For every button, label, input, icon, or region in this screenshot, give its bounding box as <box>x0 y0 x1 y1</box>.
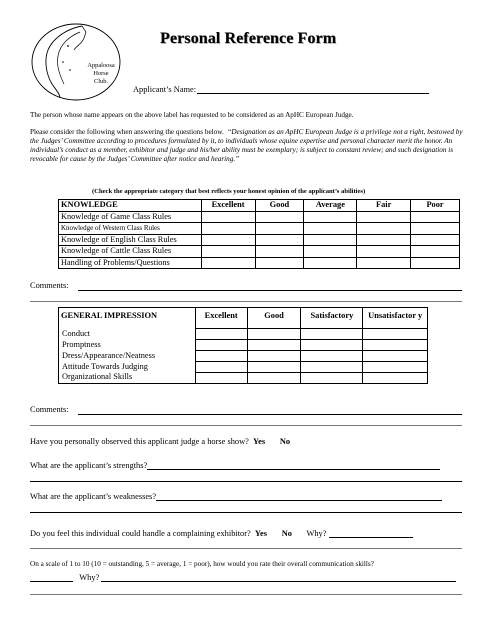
why-field[interactable] <box>101 573 456 582</box>
col-good: Good <box>247 308 301 329</box>
instructions-plain: Please consider the following when answering the questions below. <box>30 128 224 136</box>
row-label: Knowledge of Western Class Rules <box>59 223 202 235</box>
question-scale: On a scale of 1 to 10 (10 = outstanding, 5 = average, 1 = poor), how would you rate their overall communication skills? <box>30 560 374 568</box>
rating-field[interactable] <box>30 573 73 582</box>
rating-cell[interactable] <box>201 234 255 246</box>
comments-line[interactable] <box>78 414 462 415</box>
yes-option[interactable]: Yes <box>253 437 266 446</box>
rating-cell[interactable] <box>411 234 460 246</box>
logo-line-3: Club. <box>93 78 109 85</box>
row-label: Conduct <box>59 328 196 339</box>
logo-line-2: Horse <box>93 70 109 77</box>
table-header-row <box>59 308 428 329</box>
weaknesses-text: What are the applicant’s weaknesses? <box>30 492 157 501</box>
knowledge-comments <box>30 281 69 290</box>
col-excellent: Excellent <box>195 308 247 329</box>
rating-cell[interactable] <box>201 211 255 223</box>
impression-header: GENERAL IMPRESSION <box>59 308 196 329</box>
rating-cell[interactable] <box>301 361 363 372</box>
col-satisfactory: Satisfactory <box>301 308 363 329</box>
rating-cell[interactable] <box>411 246 460 258</box>
comments-line[interactable] <box>30 301 462 302</box>
rating-cell[interactable] <box>357 234 411 246</box>
question-observed <box>30 437 290 446</box>
rating-cell[interactable] <box>363 350 428 361</box>
complaining-text: Do you feel this individual could handle a complaining exhibitor? <box>30 529 251 538</box>
applicant-name-label: Applicant’s Name: <box>133 85 197 94</box>
no-option[interactable]: No <box>281 529 292 538</box>
rating-cell[interactable] <box>304 223 357 235</box>
knowledge-header: KNOWLEDGE <box>59 200 202 212</box>
why-field[interactable] <box>329 529 413 538</box>
impression-table <box>58 307 428 384</box>
row-label: Handling of Problems/Questions <box>59 257 202 269</box>
table-row <box>59 211 460 223</box>
rating-cell[interactable] <box>255 211 304 223</box>
rating-cell[interactable] <box>195 361 247 372</box>
impression-comments <box>30 405 69 414</box>
rating-cell[interactable] <box>195 339 247 350</box>
col-good: Good <box>255 200 304 212</box>
applicant-name-row <box>133 85 429 94</box>
table-row <box>59 339 428 350</box>
row-label: Organizational Skills <box>59 372 196 383</box>
instructions-quote: “Designation as an ApHC European Judge is a privilege not a right, bestowed by the Judges’ Committee according to procedures formulated by it, to individuals whose equine expertise and personal character merit the honor. An individual’s conduct as a member, exhibitor and judge and his/her ability must be exemplary; is subject to constant review; and such designation is revocable for cause by the Judges’ Committee after notice and hearing.” <box>30 128 463 163</box>
table-header-row <box>59 200 460 212</box>
rating-cell[interactable] <box>201 257 255 269</box>
rating-cell[interactable] <box>301 328 363 339</box>
rating-cell[interactable] <box>247 328 301 339</box>
rating-cell[interactable] <box>411 211 460 223</box>
rating-cell[interactable] <box>363 372 428 383</box>
comments-line[interactable] <box>30 425 462 426</box>
rating-cell[interactable] <box>363 361 428 372</box>
rating-cell[interactable] <box>195 372 247 383</box>
rating-cell[interactable] <box>304 257 357 269</box>
rating-cell[interactable] <box>304 211 357 223</box>
answer-line[interactable] <box>30 548 462 549</box>
applicant-name-field[interactable] <box>197 85 429 94</box>
weaknesses-field[interactable] <box>156 492 442 501</box>
question-strengths <box>30 461 440 470</box>
rating-cell[interactable] <box>357 246 411 258</box>
col-unsatisfactory: Unsatisfactor y <box>363 308 428 329</box>
rating-cell[interactable] <box>363 328 428 339</box>
table-row <box>59 328 428 339</box>
page-title: Personal Reference Form <box>160 30 337 47</box>
comments-label: Comments: <box>30 281 69 290</box>
rating-cell[interactable] <box>255 257 304 269</box>
rating-cell[interactable] <box>301 350 363 361</box>
table-row <box>59 246 460 258</box>
rating-cell[interactable] <box>201 223 255 235</box>
rating-cell[interactable] <box>247 339 301 350</box>
table-row <box>59 350 428 361</box>
question-complaining <box>30 529 413 538</box>
row-label: Knowledge of Game Class Rules <box>59 211 202 223</box>
rating-cell[interactable] <box>357 223 411 235</box>
strengths-text: What are the applicant’s strengths? <box>30 461 148 470</box>
table-row <box>59 223 460 235</box>
rating-cell[interactable] <box>255 223 304 235</box>
table-row <box>59 372 428 383</box>
rating-cell[interactable] <box>247 361 301 372</box>
row-label: Dress/Appearance/Neatness <box>59 350 196 361</box>
rating-cell[interactable] <box>363 339 428 350</box>
rating-cell[interactable] <box>411 223 460 235</box>
row-label: Promptness <box>59 339 196 350</box>
rating-cell[interactable] <box>195 350 247 361</box>
instructions-text <box>30 128 464 164</box>
row-label: Attitude Towards Judging <box>59 361 196 372</box>
why-label: Why? <box>306 529 327 538</box>
question-weaknesses <box>30 492 442 501</box>
yes-option[interactable]: Yes <box>254 529 268 538</box>
col-excellent: Excellent <box>201 200 255 212</box>
col-fair: Fair <box>357 200 411 212</box>
no-option[interactable]: No <box>279 437 291 446</box>
row-label: Knowledge of Cattle Class Rules <box>59 246 202 258</box>
table-row <box>59 234 460 246</box>
rating-cell[interactable] <box>304 246 357 258</box>
knowledge-table <box>58 199 460 269</box>
strengths-field[interactable] <box>147 461 440 470</box>
answer-line[interactable] <box>30 512 462 513</box>
col-poor: Poor <box>411 200 460 212</box>
observed-text: Have you personally observed this applicant judge a horse show? <box>30 437 249 446</box>
answer-line[interactable] <box>30 481 462 482</box>
appaloosa-logo <box>30 22 122 102</box>
logo-line-1: Appaloosa <box>87 62 115 69</box>
rating-cell[interactable] <box>201 246 255 258</box>
comments-label: Comments: <box>30 405 69 414</box>
rating-cell[interactable] <box>301 372 363 383</box>
row-label: Knowledge of English Class Rules <box>59 234 202 246</box>
intro-text: The person whose name appears on the above label has requested to be considered as an ApHC European Judge. <box>30 111 354 119</box>
table-row <box>59 257 460 269</box>
rating-cell[interactable] <box>255 246 304 258</box>
rating-cell[interactable] <box>255 234 304 246</box>
table-row <box>59 361 428 372</box>
rating-cell[interactable] <box>357 257 411 269</box>
why-label: Why? <box>79 573 100 582</box>
rating-cell[interactable] <box>357 211 411 223</box>
rating-cell[interactable] <box>411 257 460 269</box>
rating-cell[interactable] <box>195 328 247 339</box>
scale-answer-row <box>30 573 456 582</box>
col-average: Average <box>304 200 357 212</box>
answer-line[interactable] <box>30 594 462 595</box>
rating-cell[interactable] <box>247 350 301 361</box>
rating-cell[interactable] <box>247 372 301 383</box>
rating-cell[interactable] <box>301 339 363 350</box>
comments-line[interactable] <box>78 290 462 291</box>
check-note: (Check the appropriate category that best reflects your honest opinion of the applicant’s abilities) <box>92 188 366 195</box>
rating-cell[interactable] <box>304 234 357 246</box>
